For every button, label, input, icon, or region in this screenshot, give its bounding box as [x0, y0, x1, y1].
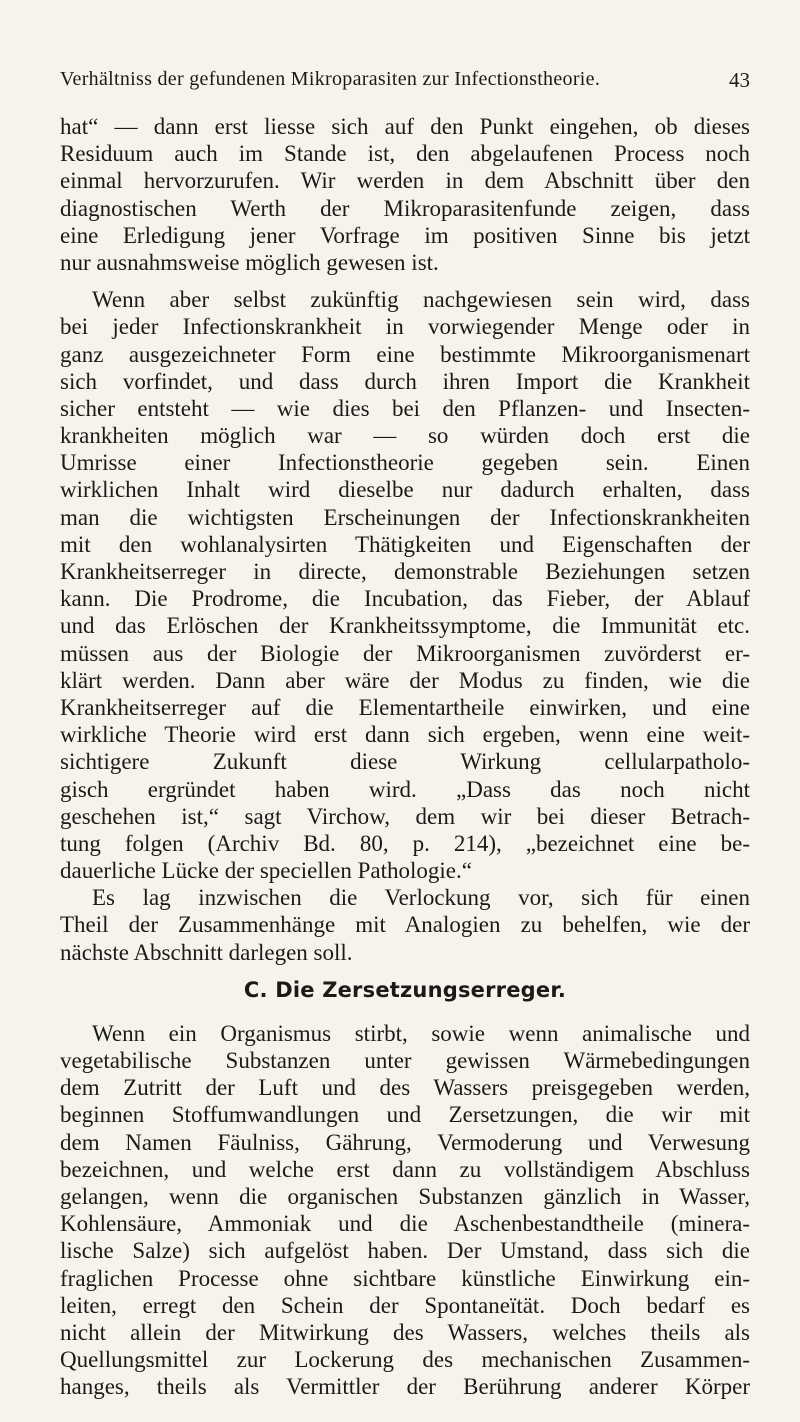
section-heading: C. Die Zersetzungserreger.: [243, 977, 567, 1002]
text-line: Residuum auch im Stande ist, den abgelaufenen Process noch: [60, 141, 750, 167]
text-line: gisch ergründet haben wird. „Dass das noch nicht: [60, 776, 750, 802]
text-line: fraglichen Processe ohne sichtbare künstliche Einwirkung ein-: [60, 1265, 750, 1291]
text-line: dauerliche Lücke der speciellen Pathologie.“: [60, 858, 472, 884]
text-line: wirkliche Theorie wird erst dann sich ergeben, wenn eine weit-: [60, 722, 750, 748]
text-line: Es lag inzwischen die Verlockung vor, sich für einen: [92, 885, 750, 911]
page-number: 43: [729, 68, 750, 92]
text-line: hat“ — dann erst liesse sich auf den Punkt eingehen, ob dieses: [60, 114, 750, 139]
text-line: beginnen Stoffumwandlungen und Zersetzungen, die wir mit: [60, 1102, 750, 1128]
text-line: sichtigere Zukunft diese Wirkung cellularpatholo-: [60, 749, 750, 775]
text-line: leiten, erregt den Schein der Spontaneïtät. Doch bedarf es: [60, 1292, 750, 1318]
text-line: bei jeder Infectionskrankheit in vorwiegender Menge oder in: [60, 314, 750, 340]
running-head: [60, 68, 750, 98]
paragraph: [60, 884, 750, 966]
text-line: ganz ausgezeichneter Form eine bestimmte Mikroorganismenart: [60, 341, 750, 367]
text-line: wirklichen Inhalt wird dieselbe nur dadurch erhalten, dass: [60, 477, 750, 503]
body-text: [60, 113, 750, 1400]
paragraph-gap: [60, 276, 750, 286]
text-line: diagnostischen Werth der Mikroparasitenfunde zeigen, dass: [60, 195, 750, 221]
text-line: geschehen ist,“ sagt Virchow, dem wir bei dieser Betrach-: [60, 803, 750, 829]
text-line: dem Namen Fäulniss, Gährung, Vermoderung und Verwesung: [60, 1129, 750, 1155]
text-line: Theil der Zusammenhänge mit Analogien zu behelfen, wie der: [60, 912, 750, 938]
text-line: eine Erledigung jener Vorfrage im positiven Sinne bis jetzt: [60, 222, 750, 248]
text-line: mit den wohlanalysirten Thätigkeiten und Eigenschaften der: [60, 531, 750, 557]
text-line: Krankheitserreger auf die Elementartheile einwirken, und eine: [60, 694, 750, 720]
text-line: nur ausnahmsweise möglich gewesen ist.: [60, 249, 439, 275]
text-line: klärt werden. Dann aber wäre der Modus zu finden, wie die: [60, 667, 750, 693]
text-line: Quellungsmittel zur Lockerung des mechanischen Zusammen-: [60, 1347, 750, 1373]
text-line: Krankheitserreger in directe, demonstrable Beziehungen setzen: [60, 559, 750, 584]
text-line: und das Erlöschen der Krankheitssymptome, die Immunität etc.: [60, 613, 750, 639]
paragraph: [60, 286, 750, 884]
paragraph: [60, 1020, 750, 1401]
text-line: lische Salze) sich aufgelöst haben. Der Umstand, dass sich die: [60, 1238, 750, 1264]
text-line: nächste Abschnitt darlegen soll.: [60, 939, 353, 965]
text-line: nicht allein der Mitwirkung des Wassers, welches theils als: [60, 1319, 750, 1345]
text-line: hanges, theils als Vermittler der Berührung anderer Körper: [60, 1374, 750, 1400]
text-line: kann. Die Prodrome, die Incubation, das Fieber, der Ablauf: [60, 586, 750, 612]
text-line: vegetabilische Substanzen unter gewissen Wärmebedingungen: [60, 1048, 750, 1073]
text-line: man die wichtigsten Erscheinungen der Infectionskrankheiten: [60, 504, 750, 530]
text-line: Wenn aber selbst zukünftig nachgewiesen sein wird, dass: [92, 287, 750, 313]
text-line: müssen aus der Biologie der Mikroorganismen zuvörderst er-: [60, 640, 750, 666]
text-line: krankheiten möglich war — so würden doch erst die: [60, 423, 750, 449]
text-line: dem Zutritt der Luft und des Wassers preisgegeben werden,: [60, 1075, 750, 1101]
text-line: Wenn ein Organismus stirbt, sowie wenn animalische und: [92, 1020, 750, 1046]
text-line: gelangen, wenn die organischen Substanzen gänzlich in Wasser,: [60, 1183, 750, 1209]
text-line: sicher entsteht — wie dies bei den Pflanzen- und Insecten-: [60, 395, 750, 421]
text-line: Kohlensäure, Ammoniak und die Aschenbestandtheile (minera-: [60, 1211, 750, 1237]
text-line: bezeichnen, und welche erst dann zu vollständigem Abschluss: [60, 1156, 750, 1182]
text-line: sich vorfindet, und dass durch ihren Import die Krankheit: [60, 368, 750, 394]
text-line: Umrisse einer Infectionstheorie gegeben sein. Einen: [60, 450, 750, 476]
text-line: einmal hervorzurufen. Wir werden in dem Abschnitt über den: [60, 168, 750, 194]
paragraph: [60, 113, 750, 276]
text-line: tung folgen (Archiv Bd. 80, p. 214), „bezeichnet eine be-: [60, 830, 750, 856]
running-title: Verhältniss der gefundenen Mikroparasiten zur Infectionstheorie.: [60, 68, 601, 90]
